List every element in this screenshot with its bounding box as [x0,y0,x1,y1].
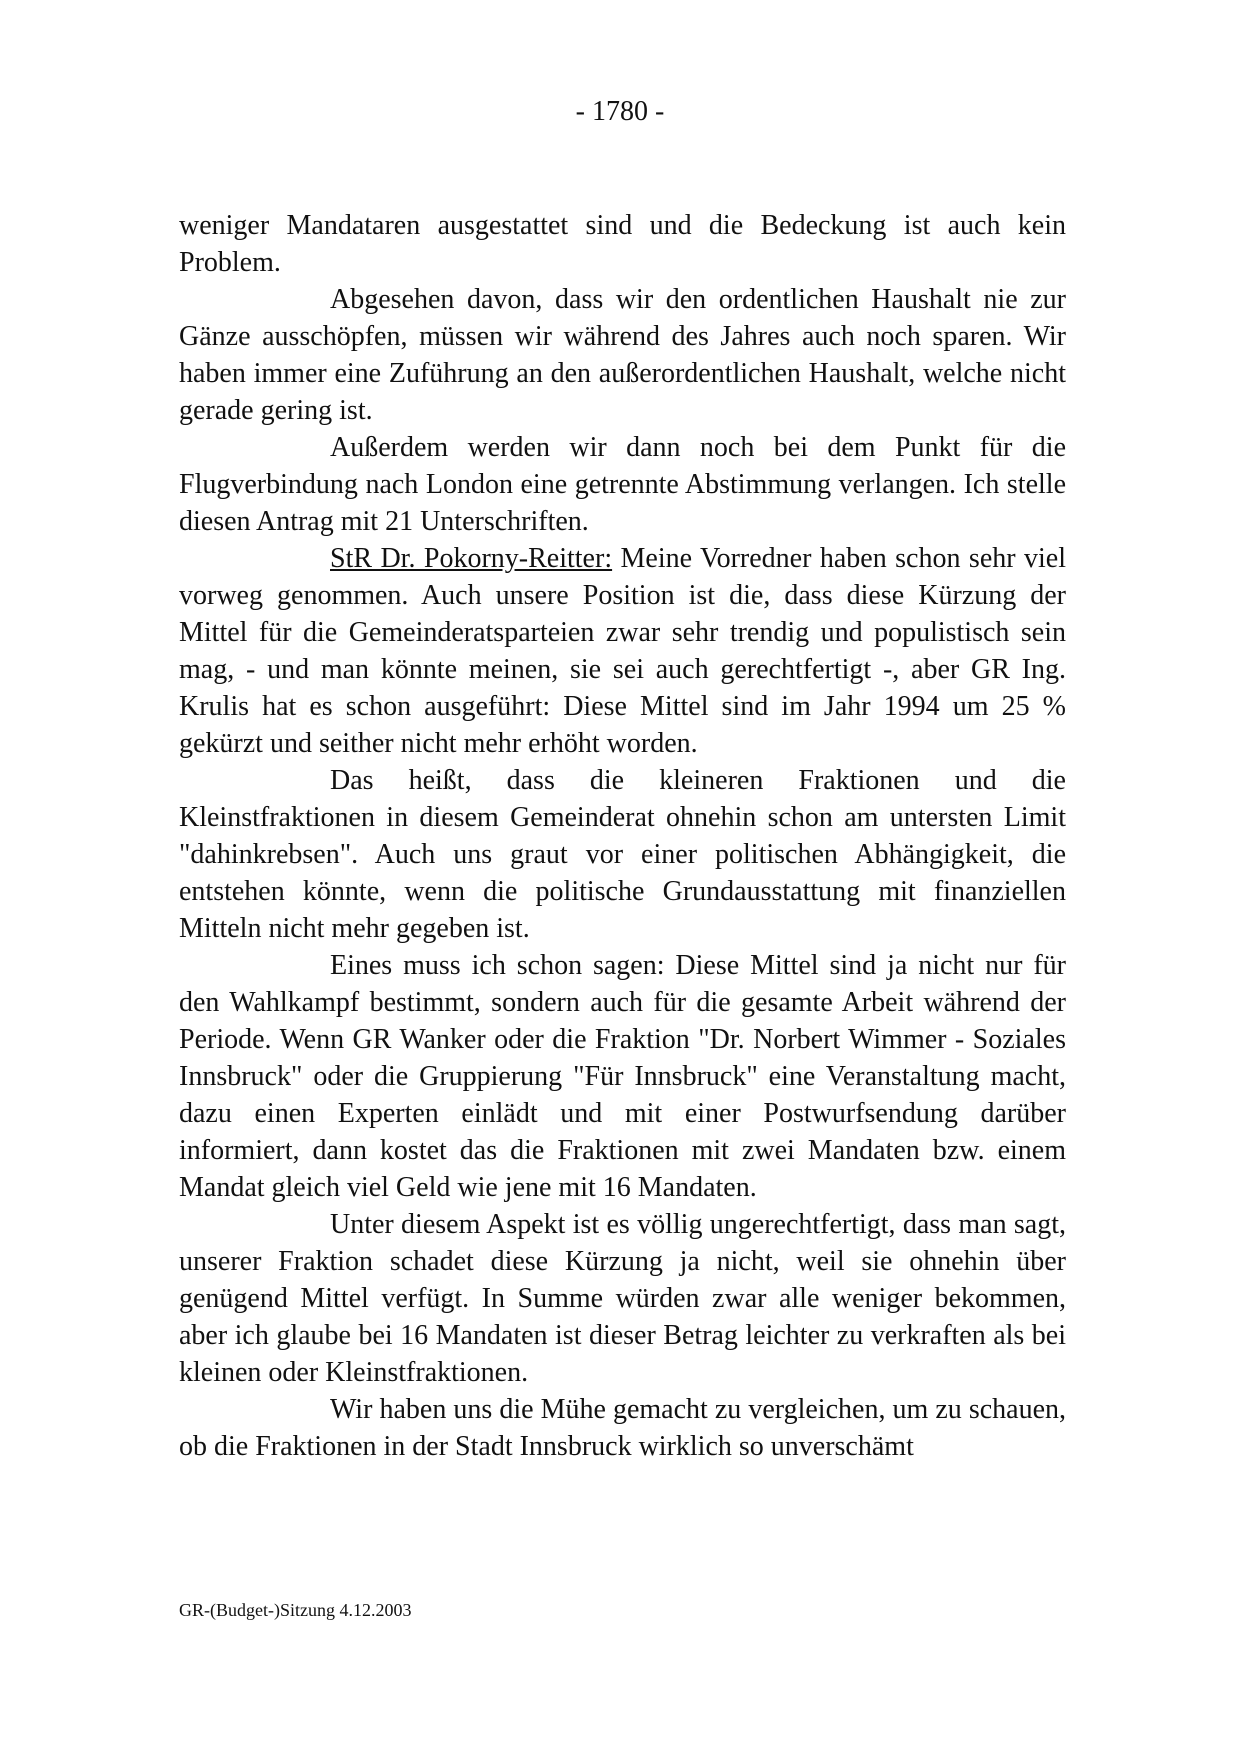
paragraph-4-text: Meine Vorredner haben schon sehr viel vorweg genommen. Auch unsere Position ist die, dass diese Kürzung der Mittel für die Gemeinderatsparteien zwar sehr trendig und populistisch sein mag, - und man könnte meinen, sie sei auch gerechtfertigt -, aber GR Ing. Krulis hat es schon ausgeführt: Diese Mittel sind im Jahr 1994 um 25 % gekürzt und seither nicht mehr erhöht worden. [179,543,1066,759]
paragraph-2: Abgesehen davon, dass wir den ordentlichen Haushalt nie zur Gänze ausschöpfen, müssen wir während des Jahres auch noch sparen. Wir haben immer eine Zuführung an den außerordentlichen Haushalt, welche nicht gerade gering ist. [179,284,1066,426]
page-number: - 1780 - [575,96,665,127]
body-text [179,207,1066,1465]
paragraph-1: weniger Mandataren ausgestattet sind und die Bedeckung ist auch kein Problem. [179,210,1066,278]
paragraph-6: Eines muss ich schon sagen: Diese Mittel sind ja nicht nur für den Wahlkampf bestimmt, sondern auch für die gesamte Arbeit während der Periode. Wenn GR Wanker oder die Fraktion "Dr. Norbert Wimmer - Soziales Innsbruck" oder die Gruppierung "Für Innsbruck" eine Veranstaltung macht, dazu einen Experten einlädt und mit einer Postwurfsendung darüber informiert, dann kostet das die Fraktionen mit zwei Mandaten bzw. einem Mandat gleich viel Geld wie jene mit 16 Mandaten. [179,950,1066,1203]
paragraph-8: Wir haben uns die Mühe gemacht zu vergleichen, um zu schauen, ob die Fraktionen in der Stadt Innsbruck wirklich so unverschämt [179,1394,1066,1462]
paragraph-5: Das heißt, dass die kleineren Fraktionen und die Kleinstfraktionen in diesem Gemeinderat ohnehin schon am untersten Limit "dahinkrebsen". Auch uns graut vor einer politischen Abhängigkeit, die entstehen könnte, wenn die politische Grundausstattung mit finanziellen Mitteln nicht mehr gegeben ist. [179,765,1066,944]
paragraph-7: Unter diesem Aspekt ist es völlig ungerechtfertigt, dass man sagt, unserer Fraktion schadet diese Kürzung ja nicht, weil sie ohnehin über genügend Mittel verfügt. In Summe würden zwar alle weniger bekommen, aber ich glaube bei 16 Mandaten ist dieser Betrag leichter zu verkraften als bei kleinen oder Kleinstfraktionen. [179,1209,1066,1388]
footer-session-info: GR-(Budget-)Sitzung 4.12.2003 [179,1600,412,1620]
speaker-name: StR Dr. Pokorny-Reitter: [330,543,613,574]
paragraph-4 [179,540,1066,762]
paragraph-3: Außerdem werden wir dann noch bei dem Punkt für die Flugverbindung nach London eine getrennte Abstimmung verlangen. Ich stelle diesen Antrag mit 21 Unterschriften. [179,432,1066,537]
